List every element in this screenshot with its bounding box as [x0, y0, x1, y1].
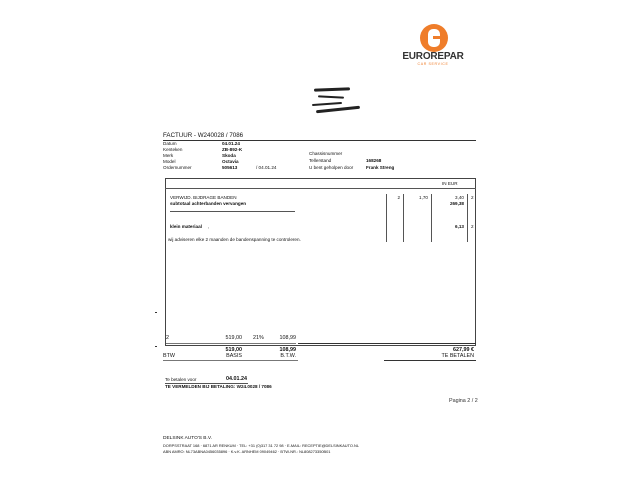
item-description: VERWIJD. BIJDRAGE BANDEN: [170, 195, 237, 200]
vat-amount-row: 108,99: [279, 335, 296, 341]
due-label: Te betalen voor: [165, 377, 197, 382]
redaction-mark: [318, 95, 344, 98]
value-odometer: 168268: [366, 158, 382, 163]
column-divider: [386, 194, 387, 242]
label-date: Datum: [163, 141, 177, 146]
vat-label: B.T.W.: [280, 353, 296, 359]
margin-mark: [155, 346, 157, 347]
eurorepar-logo-icon: [420, 24, 448, 52]
item-amount: 6,13: [455, 224, 464, 229]
title-divider: [163, 140, 476, 141]
redaction-mark: [312, 102, 342, 106]
vat-total: 108,99: [279, 347, 296, 353]
value-date: 04.01.24: [222, 141, 240, 146]
value-model: Octavia: [222, 159, 239, 164]
label-chassis: Chassisnummer: [309, 151, 343, 156]
label-plate: Kenteken: [163, 147, 183, 152]
item-price: 1,70: [419, 195, 428, 200]
value-helped-by: Frank Streng: [366, 165, 395, 170]
invoice-title: FACTUUR - W240028 / 7086: [163, 132, 244, 139]
redaction-mark: [314, 87, 350, 91]
logo-text: EUROREPAR: [402, 51, 464, 62]
company-name: DELSINK AUTO'S B.V.: [163, 436, 212, 441]
grand-total-underline: [384, 360, 476, 361]
vat-code: 2: [166, 335, 169, 341]
payment-reference: TE VERMELDEN BIJ BETALING: W24.0028 / 7086: [165, 384, 272, 389]
item-subtotal-description: subtotaal achterbanden vervangen: [170, 201, 247, 206]
value-order-date: / 04.01.24: [256, 165, 277, 170]
pay-label: TE BETALEN: [441, 353, 474, 359]
column-divider: [431, 194, 432, 242]
vat-row-separator: [166, 343, 296, 344]
item-mark: ,: [208, 224, 210, 229]
label-order: Ordernummer: [163, 165, 192, 170]
company-address-line: DORPSSTRAAT 168 · 6871 AR RENKUM · TEL: +31 (0)317 31 72 98 · E-MAIL: RECEPTIE@DELSINKAUTO.NL: [163, 443, 359, 448]
btw-label: BTW: [163, 353, 175, 359]
label-helped-by: U bent geholpen door: [309, 165, 354, 170]
item-description: klein materiaal: [170, 224, 202, 229]
page-number: Pagina 2 / 2: [449, 398, 478, 404]
item-quantity: 2: [397, 195, 400, 200]
label-model: Model: [163, 159, 176, 164]
vat-base-row: 519,00: [225, 335, 242, 341]
basis-label: BASIS: [226, 353, 242, 359]
totals-divider: [298, 343, 476, 344]
item-vat-code: 2: [471, 224, 474, 229]
column-divider: [467, 194, 468, 242]
company-bank-line: ABN AMRO: NL73ABNA0456035896 · K.v.K. ARNHEM 09049462 · BTW-NR.: NL808273350B01: [163, 449, 331, 454]
value-plate: ZB-892-K: [222, 147, 243, 152]
items-header-divider: [165, 188, 476, 189]
value-order: 505613: [222, 165, 238, 170]
vat-rate: 21%: [253, 335, 264, 341]
advice-text: wij adviseren elke 2 maanden de bandenspanning te controleren.: [168, 237, 301, 242]
label-brand: Merk: [163, 153, 174, 158]
redaction-mark: [316, 106, 360, 114]
subtotal-underline: [170, 211, 295, 212]
margin-mark: [155, 312, 157, 313]
item-subtotal-amount: 269,38: [449, 201, 464, 206]
label-odometer: Tellerstand: [309, 158, 332, 163]
btw-underline: [163, 360, 298, 361]
item-vat-code: 2: [471, 195, 474, 200]
currency-label: IN EUR: [442, 181, 458, 186]
basis-total: 519,00: [225, 347, 242, 353]
column-divider: [403, 194, 404, 242]
value-brand: Skoda: [222, 153, 236, 158]
grand-total: 627,99 €: [453, 347, 474, 353]
logo-subtitle: CAR SERVICE: [417, 62, 449, 66]
due-date: 04.01.24: [226, 376, 247, 382]
item-amount: 3,40: [455, 195, 464, 200]
